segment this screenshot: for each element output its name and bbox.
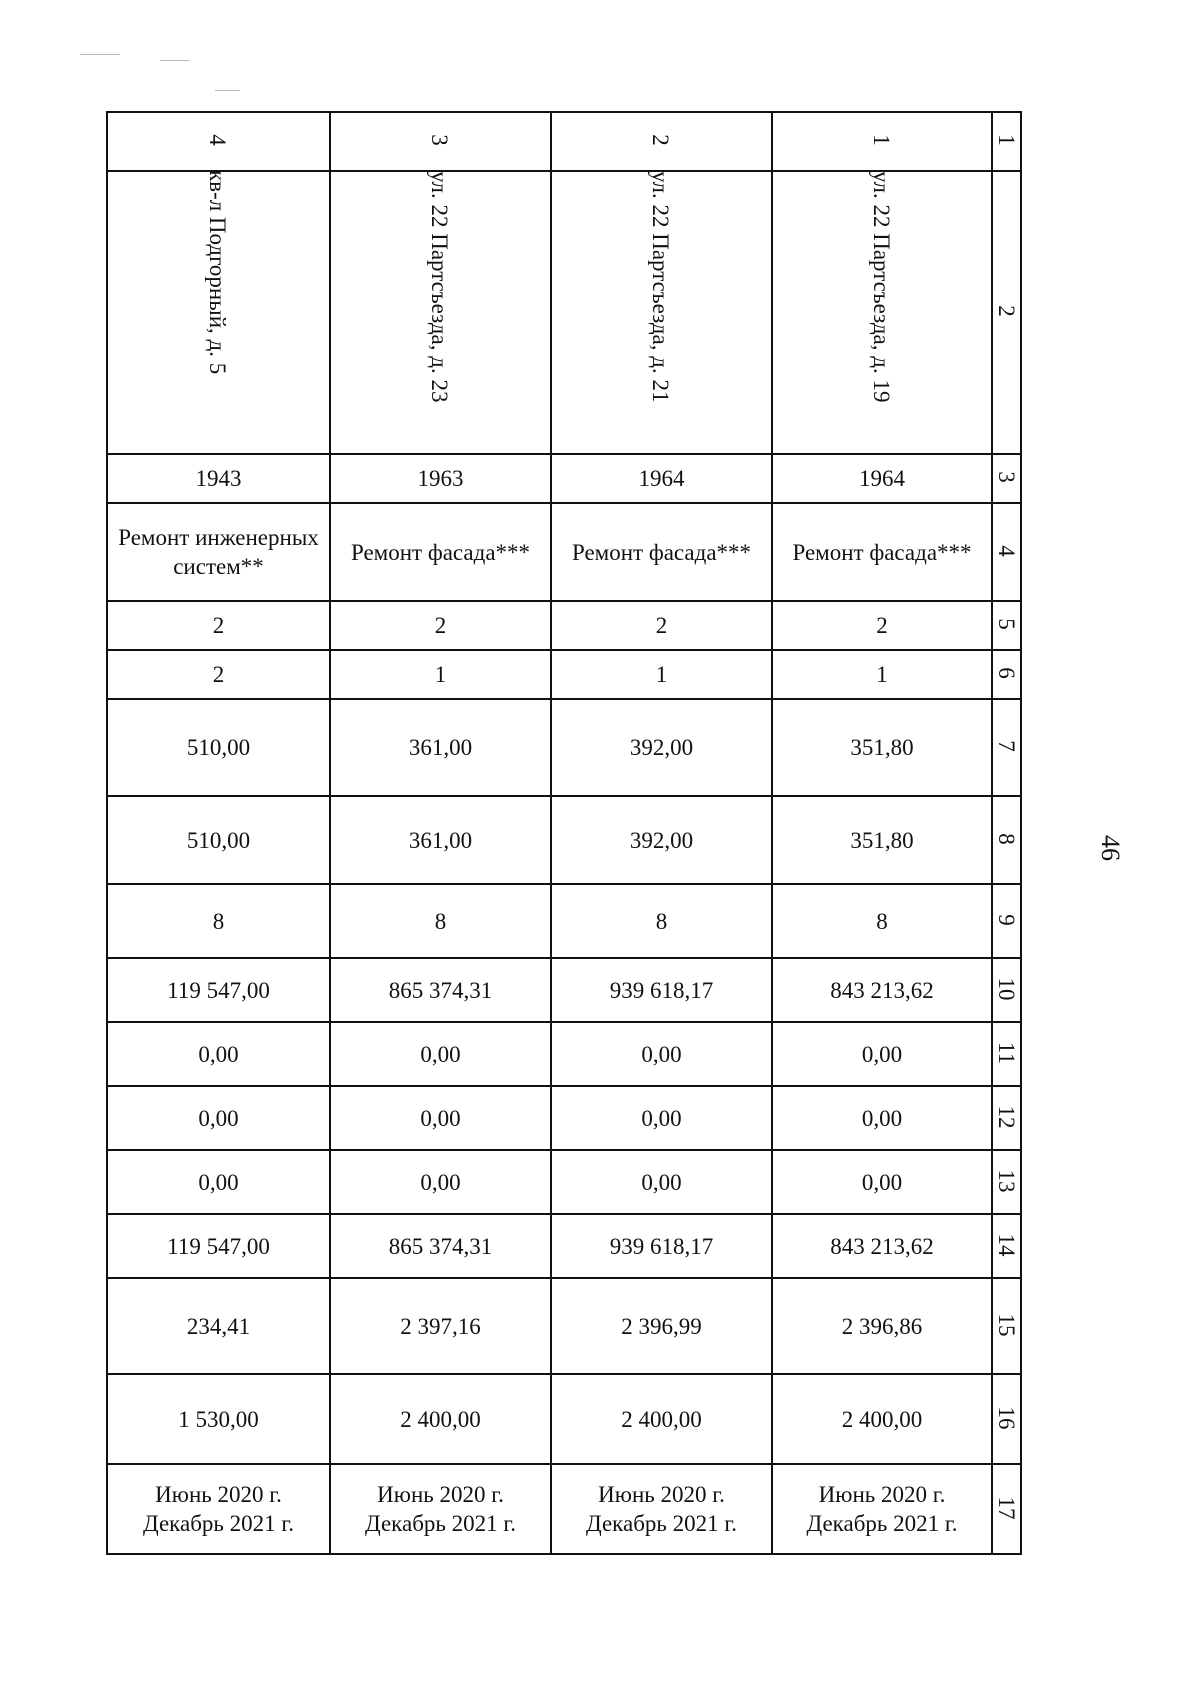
build-year: 1943 (195, 466, 242, 491)
value-c5: 2 (434, 613, 447, 638)
value-c10: 939 618,17 (609, 977, 714, 1003)
value-c6: 1 (655, 662, 668, 687)
value-c9: 8 (434, 908, 447, 934)
value-c14: 939 618,17 (609, 1233, 714, 1259)
value-c14: 865 374,31 (388, 1233, 493, 1259)
value-c5: 2 (212, 613, 225, 638)
scan-speck (80, 54, 120, 55)
column-index-label: 13 (994, 1169, 1019, 1193)
period-end: Декабрь 2021 г. (586, 1511, 737, 1536)
value-c14: 119 547,00 (167, 1233, 270, 1259)
row-number: 3 (427, 134, 452, 146)
work-type: Ремонт инженерных систем** (118, 525, 319, 579)
value-c10: 865 374,31 (388, 977, 493, 1003)
value-c8: 361,00 (408, 827, 473, 853)
column-index-label: 10 (994, 977, 1019, 1001)
value-c8: 510,00 (186, 827, 251, 853)
column-index-label: 8 (994, 833, 1019, 845)
value-c7: 392,00 (629, 735, 694, 760)
period-cell (108, 1465, 329, 1553)
value-c13: 0,00 (641, 1169, 682, 1195)
column-index-label: 4 (994, 545, 1019, 557)
column-index-label: 7 (994, 740, 1019, 752)
value-c9: 8 (876, 908, 888, 934)
value-c8: 351,80 (850, 827, 914, 853)
period-start: Июнь 2020 г. (155, 1482, 282, 1507)
column-index-label: 5 (994, 618, 1019, 630)
value-c16: 2 400,00 (400, 1406, 481, 1432)
column-index-label: 6 (994, 667, 1019, 679)
work-type: Ремонт фасада*** (792, 539, 972, 565)
value-c15: 2 397,16 (400, 1313, 481, 1339)
value-c15: 2 396,99 (621, 1313, 702, 1339)
value-c6: 1 (434, 662, 447, 687)
value-c11: 0,00 (861, 1041, 903, 1067)
period-end: Декабрь 2021 г. (806, 1511, 958, 1536)
period-cell (773, 1465, 991, 1553)
column-index-label: 12 (994, 1105, 1019, 1129)
scan-speck (215, 90, 240, 91)
value-c6: 1 (876, 662, 888, 687)
value-c12: 0,00 (641, 1105, 682, 1131)
period-cell (331, 1465, 550, 1553)
value-c12: 0,00 (420, 1105, 461, 1131)
value-c10: 843 213,62 (830, 977, 934, 1003)
value-c8: 392,00 (629, 827, 694, 853)
value-c13: 0,00 (198, 1169, 239, 1195)
value-c16: 2 400,00 (841, 1406, 923, 1432)
column-index-label: 2 (994, 305, 1019, 317)
row-number: 2 (648, 134, 673, 146)
table-border (106, 111, 1022, 113)
column-index-label: 17 (994, 1496, 1019, 1520)
column-index-label: 9 (994, 914, 1019, 926)
build-year: 1964 (638, 466, 685, 491)
scan-speck (160, 60, 190, 61)
column-index-label: 3 (994, 471, 1019, 483)
value-c15: 234,41 (186, 1313, 251, 1339)
value-c15: 2 396,86 (841, 1313, 923, 1339)
column-index-label: 11 (994, 1041, 1019, 1065)
value-c5: 2 (655, 613, 668, 638)
value-c11: 0,00 (641, 1041, 682, 1067)
period-start: Июнь 2020 г. (818, 1482, 946, 1507)
period-start: Июнь 2020 г. (598, 1482, 725, 1507)
page-number: 46 (1096, 835, 1125, 861)
value-c7: 361,00 (408, 735, 473, 760)
value-c12: 0,00 (198, 1105, 239, 1131)
table-border (106, 1553, 1022, 1555)
period-end: Декабрь 2021 г. (365, 1511, 516, 1536)
value-c12: 0,00 (861, 1105, 903, 1131)
value-c11: 0,00 (198, 1041, 239, 1067)
column-index-label: 14 (994, 1233, 1019, 1257)
address: кв-л Подгорный, д. 5 (205, 170, 230, 375)
value-c14: 843 213,62 (830, 1233, 934, 1259)
value-c13: 0,00 (420, 1169, 461, 1195)
address: ул. 22 Партсъезда, д. 21 (648, 171, 673, 403)
value-c16: 1 530,00 (178, 1406, 259, 1432)
period-cell (552, 1465, 771, 1553)
value-c6: 2 (212, 662, 225, 687)
value-c9: 8 (212, 908, 225, 934)
period-start: Июнь 2020 г. (377, 1482, 504, 1507)
column-index-label: 15 (994, 1313, 1019, 1337)
build-year: 1963 (417, 466, 464, 491)
value-c10: 119 547,00 (167, 977, 270, 1003)
work-type: Ремонт фасада*** (571, 539, 752, 565)
column-index-label: 1 (994, 134, 1019, 146)
value-c13: 0,00 (861, 1169, 903, 1195)
value-c7: 351,80 (850, 735, 914, 760)
period-end: Декабрь 2021 г. (143, 1511, 294, 1536)
address: ул. 22 Партсъезда, д. 23 (427, 171, 452, 403)
address: ул. 22 Партсъезда, д. 19 (869, 171, 894, 403)
build-year: 1964 (859, 466, 905, 491)
value-c9: 8 (655, 908, 668, 934)
column-index-label: 16 (994, 1406, 1019, 1430)
value-c16: 2 400,00 (621, 1406, 702, 1432)
value-c11: 0,00 (420, 1041, 461, 1067)
row-number: 1 (869, 134, 894, 146)
table-border (1020, 111, 1022, 1555)
row-number: 4 (205, 134, 230, 146)
value-c7: 510,00 (186, 735, 251, 760)
value-c5: 2 (876, 613, 888, 638)
work-type: Ремонт фасада*** (350, 539, 531, 565)
